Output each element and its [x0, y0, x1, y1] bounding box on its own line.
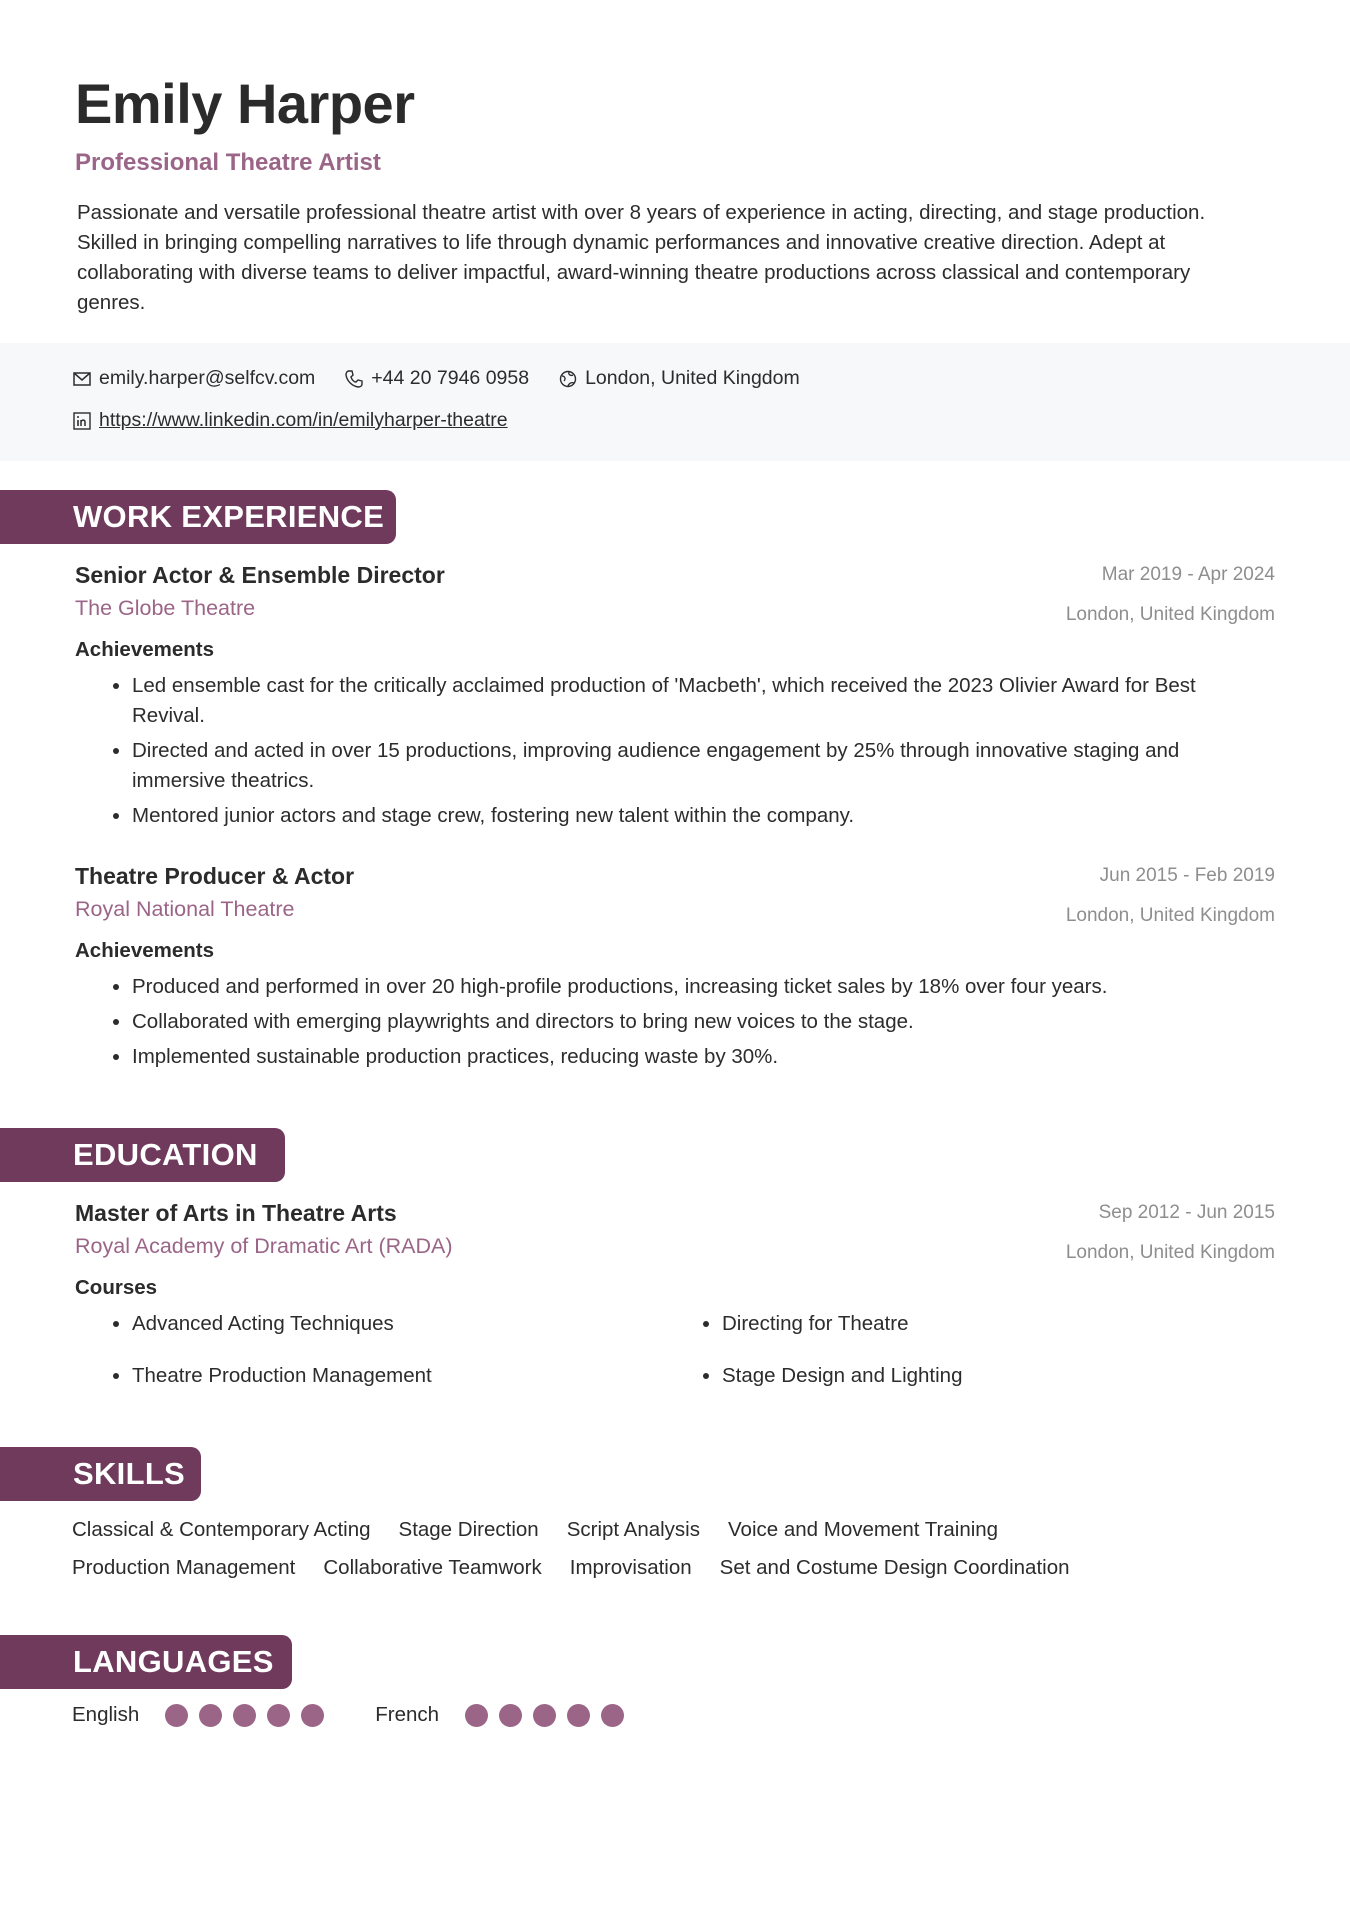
profile-summary: Passionate and versatile professional theatre artist with over 8 years of experience in acting, directing, and stage production. Skilled in bringing compelling narratives to life through dynamic performances and innovative creative direction. Adept at collaborating with diverse teams to deliver impactful, award-winning theatre productions across classical and contemporary genres. — [77, 201, 1206, 314]
email-text: emily.harper@selfcv.com — [99, 367, 316, 389]
education-location: London, United Kingdom — [1065, 1242, 1275, 1263]
linkedin-icon — [73, 412, 91, 430]
language-name: French — [375, 1703, 440, 1726]
level-dot — [567, 1704, 590, 1727]
skill-item: Collaborative Teamwork — [323, 1556, 542, 1579]
level-dot — [301, 1704, 324, 1727]
list-item: • Collaborated with emerging playwrights and directors to bring new voices to the stage. — [132, 1007, 1262, 1037]
level-dot — [499, 1704, 522, 1727]
language-level-dots — [165, 1704, 335, 1727]
job-entry — [75, 560, 1275, 836]
skill-item: Voice and Movement Training — [728, 1518, 999, 1541]
skill-item: Improvisation — [569, 1556, 692, 1579]
contact-phone[interactable] — [345, 367, 529, 390]
skill-item: Stage Direction — [398, 1518, 539, 1541]
courses-label: Courses — [75, 1276, 158, 1299]
level-dot — [533, 1704, 556, 1727]
courses-list — [75, 1309, 1275, 1413]
contact-row-1 — [73, 367, 830, 390]
level-dot — [199, 1704, 222, 1727]
job-location: London, United Kingdom — [1065, 604, 1275, 625]
job-location: London, United Kingdom — [1065, 905, 1275, 926]
language-item — [375, 1703, 635, 1727]
education-date: Sep 2012 - Jun 2015 — [1098, 1202, 1275, 1223]
languages-heading: LANGUAGES — [0, 1635, 292, 1689]
location-text: London, United Kingdom — [585, 367, 800, 389]
job-entry — [75, 861, 1275, 1077]
list-item: • Produced and performed in over 20 high-profile productions, increasing ticket sales by 18% over four years. — [132, 972, 1262, 1002]
education-entry — [75, 1198, 1275, 1413]
degree-name: Master of Arts in Theatre Arts — [75, 1200, 397, 1226]
skill-item: Set and Costume Design Coordination — [719, 1556, 1070, 1579]
achievements-list — [75, 671, 1275, 831]
skills-heading: SKILLS — [0, 1447, 201, 1501]
languages-list — [72, 1703, 675, 1727]
contact-linkedin[interactable] — [73, 409, 508, 432]
level-dot — [267, 1704, 290, 1727]
phone-icon — [345, 370, 363, 388]
job-role: Theatre Producer & Actor — [75, 863, 355, 889]
skill-item: Production Management — [72, 1556, 296, 1579]
globe-icon — [559, 370, 577, 388]
level-dot — [601, 1704, 624, 1727]
skills-row — [72, 1553, 1292, 1583]
job-role: Senior Actor & Ensemble Director — [75, 562, 445, 588]
job-title: Professional Theatre Artist — [75, 149, 381, 176]
job-date: Mar 2019 - Apr 2024 — [1101, 564, 1275, 585]
contact-location — [559, 367, 800, 390]
education-heading: EDUCATION — [0, 1128, 285, 1182]
achievements-label: Achievements — [75, 638, 215, 661]
achievements-list — [75, 972, 1275, 1072]
course-item: • Theatre Production Management — [132, 1361, 722, 1391]
job-organization: The Globe Theatre — [75, 596, 256, 620]
level-dot — [465, 1704, 488, 1727]
phone-text: +44 20 7946 0958 — [371, 367, 530, 389]
job-date: Jun 2015 - Feb 2019 — [1099, 865, 1275, 886]
achievements-label: Achievements — [75, 939, 215, 962]
language-name: English — [72, 1703, 140, 1726]
skills-row — [72, 1515, 1292, 1545]
course-item: • Directing for Theatre — [722, 1309, 1312, 1339]
list-item: • Led ensemble cast for the critically acclaimed production of 'Macbeth', which received the 2023 Olivier Award for Best Revival. — [132, 671, 1262, 731]
candidate-name: Emily Harper — [75, 72, 415, 135]
contact-bar — [0, 343, 1350, 461]
course-item: • Stage Design and Lighting — [722, 1361, 1312, 1391]
list-item: • Mentored junior actors and stage crew, fostering new talent within the company. — [132, 801, 1262, 831]
level-dot — [233, 1704, 256, 1727]
skill-item: Classical & Contemporary Acting — [72, 1518, 371, 1541]
language-level-dots — [465, 1704, 635, 1727]
work-experience-heading: WORK EXPERIENCE — [0, 490, 396, 544]
course-item: • Advanced Acting Techniques — [132, 1309, 722, 1339]
resume-header — [0, 0, 1350, 318]
school-name: Royal Academy of Dramatic Art (RADA) — [75, 1234, 453, 1258]
mail-icon — [73, 372, 91, 386]
contact-email[interactable] — [73, 367, 315, 390]
list-item: • Directed and acted in over 15 productions, improving audience engagement by 25% through innovative staging and immersive theatrics. — [132, 736, 1262, 796]
skills-list — [72, 1515, 1292, 1591]
skill-item: Script Analysis — [566, 1518, 700, 1541]
contact-row-2 — [73, 409, 538, 432]
level-dot — [165, 1704, 188, 1727]
list-item: • Implemented sustainable production practices, reducing waste by 30%. — [132, 1042, 1262, 1072]
language-item — [72, 1703, 335, 1727]
linkedin-link[interactable]: https://www.linkedin.com/in/emilyharper-theatre — [99, 409, 508, 431]
job-organization: Royal National Theatre — [75, 897, 295, 921]
